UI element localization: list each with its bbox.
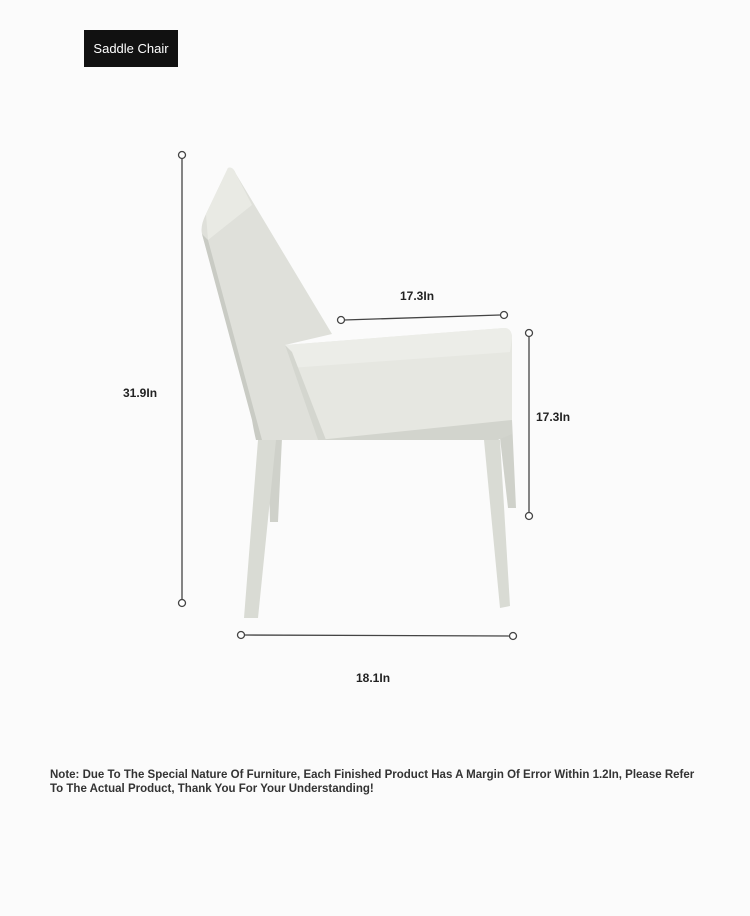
height-label: 31.9In bbox=[123, 386, 158, 400]
width-dimension-line bbox=[238, 632, 517, 640]
seat-depth-dimension-line bbox=[338, 312, 508, 324]
product-title: Saddle Chair bbox=[84, 30, 178, 67]
disclaimer-note: Note: Due To The Special Nature Of Furniture, Each Finished Product Has A Margin Of Error Within 1.2In, Please Refer To The Actual Product, Thank You For Your Understanding! bbox=[50, 769, 695, 795]
seat-depth-label: 17.3In bbox=[400, 289, 435, 303]
height-dimension-line bbox=[179, 152, 186, 607]
width-label: 18.1In bbox=[356, 671, 391, 685]
seat-height-label: 17.3In bbox=[536, 410, 571, 424]
chair-illustration bbox=[202, 168, 517, 618]
seat-height-dimension-line bbox=[526, 330, 533, 520]
